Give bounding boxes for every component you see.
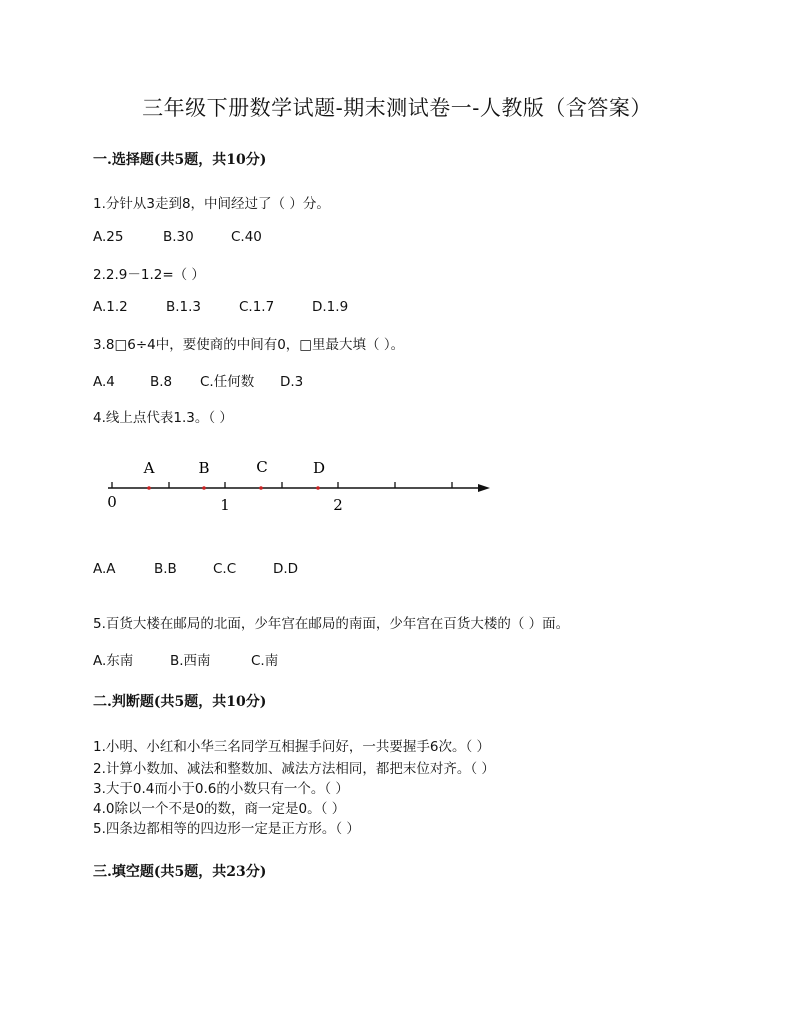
question-3-options <box>93 370 303 390</box>
question-5-options <box>93 649 278 669</box>
question-5: 5.百货大楼在邮局的北面，少年宫在邮局的南面，少年宫在百货大楼的（ ）面。 <box>93 616 570 632</box>
judge-item-5: 5.四条边都相等的四边形一定是正方形。（ ） <box>93 821 360 837</box>
tick-label-1: 1 <box>220 496 230 514</box>
option: A.A <box>93 561 116 577</box>
section-1-heading: 一.选择题(共5题，共10分) <box>93 152 267 168</box>
option: A.东南 <box>93 653 134 669</box>
point-label-b: B <box>198 459 210 477</box>
number-line-ticks <box>112 482 452 488</box>
question-2-options <box>93 299 348 315</box>
option: D.D <box>273 561 299 577</box>
option: B.30 <box>163 229 194 245</box>
number-line-arrow <box>478 484 490 492</box>
option: C.40 <box>231 229 262 245</box>
option: B.8 <box>150 374 173 390</box>
point-label-d: D <box>312 459 326 477</box>
point-marker-0 <box>147 486 151 490</box>
option: B.B <box>154 561 177 577</box>
section-2-heading: 二.判断题(共5题，共10分) <box>93 694 267 710</box>
question-4-options <box>93 561 298 577</box>
point-marker-1 <box>202 486 206 490</box>
tick-label-0: 0 <box>107 493 117 511</box>
question-4: 4.线上点代表1.3。（ ） <box>93 410 233 426</box>
tick-label-2: 2 <box>333 496 343 514</box>
option: A.1.2 <box>93 299 128 315</box>
judge-item-2: 2.计算小数加、减法和整数加、减法方法相同，都把末位对齐。（ ） <box>93 761 495 777</box>
number-line-figure <box>104 450 499 520</box>
option: D.1.9 <box>312 299 349 315</box>
judge-item-4: 4.0除以一个不是0的数，商一定是0。（ ） <box>93 801 346 817</box>
option: A.25 <box>93 229 124 245</box>
option: C.C <box>213 561 237 577</box>
option: C.南 <box>251 653 279 669</box>
point-marker-2 <box>259 486 263 490</box>
option: C.任何数 <box>200 374 255 390</box>
judge-item-1: 1.小明、小红和小华三名同学互相握手问好，一共要握手6次。（ ） <box>93 739 491 755</box>
section-3-heading: 三.填空题(共5题，共23分) <box>93 864 267 880</box>
question-1-options <box>93 229 262 245</box>
option: B.西南 <box>170 653 211 669</box>
option: C.1.7 <box>239 299 275 315</box>
option: B.1.3 <box>166 299 202 315</box>
point-marker-3 <box>316 486 320 490</box>
option: A.4 <box>93 374 115 390</box>
question-2: 2.2.9－1.2=（ ） <box>93 267 205 283</box>
option: D.3 <box>280 374 304 390</box>
question-3: 3.8□6÷4中，要使商的中间有0，□里最大填（ ）。 <box>93 337 405 353</box>
page-title: 三年级下册数学试题-期末测试卷一-人教版（含答案） <box>142 96 652 120</box>
question-1: 1.分针从3走到8，中间经过了（ ）分。 <box>93 196 330 212</box>
point-label-a: A <box>143 459 155 477</box>
judge-item-3: 3.大于0.4而小于0.6的小数只有一个。（ ） <box>93 781 349 797</box>
point-label-c: C <box>256 458 268 476</box>
